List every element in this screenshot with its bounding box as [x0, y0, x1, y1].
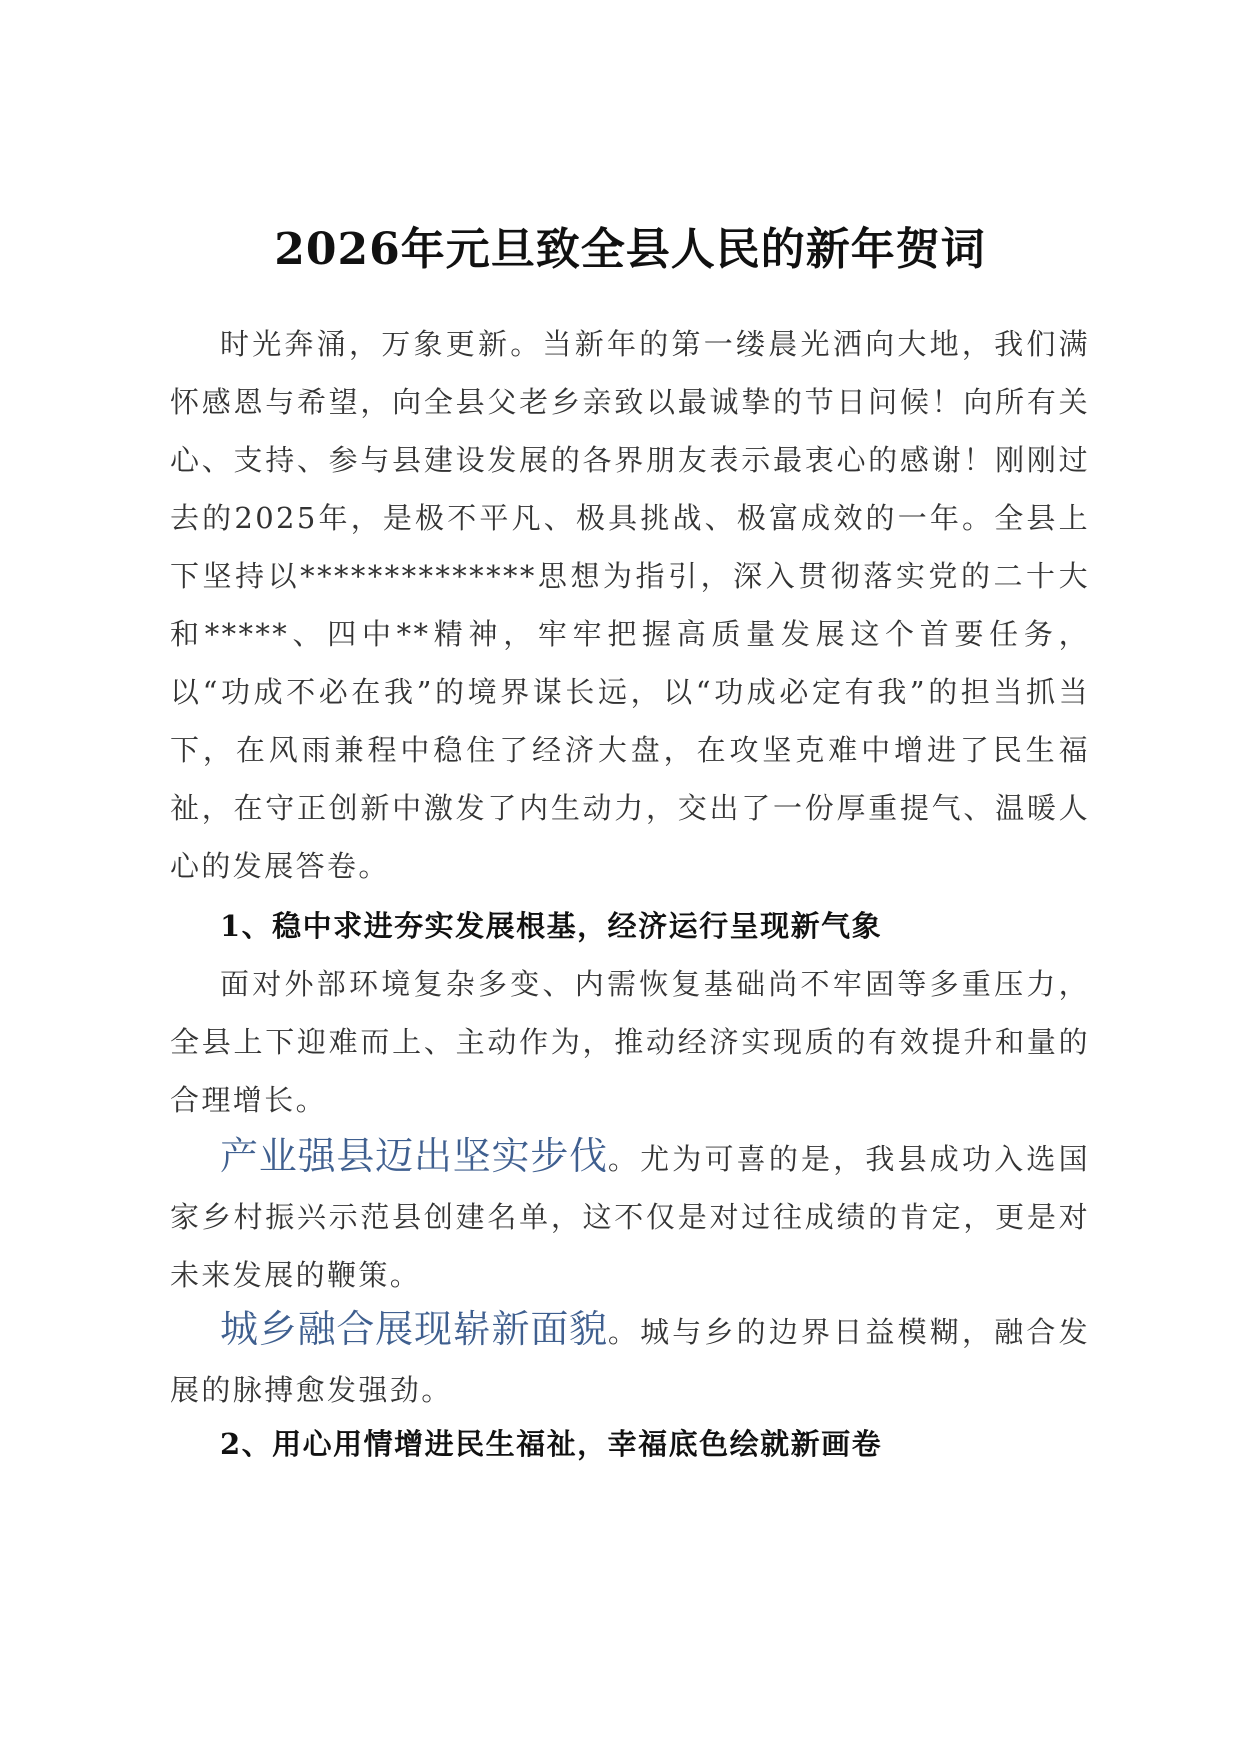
subsection-1-lead: 产业强县迈出坚实步伐 — [220, 1134, 608, 1178]
document-title: 2026年元旦致全县人民的新年贺词 — [274, 224, 986, 275]
section-1-paragraph: 面对外部环境复杂多变、内需恢复基础尚不牢固等多重压力，全县上下迎难而上、主动作为，推动经济实现质的有效提升和量的合理增长。 — [170, 967, 1090, 1117]
subsection-2-text: 。城与乡的边界日益模糊，融合发展的脉搏愈发强劲。 — [170, 1315, 1090, 1407]
section-2-heading: 2、用心用情增进民生福祉，幸福底色绘就新画卷 — [220, 1427, 883, 1461]
section-1-heading: 1、稳中求进夯实发展根基，经济运行呈现新气象 — [220, 909, 883, 943]
subsection-2-paragraph — [170, 1300, 1090, 1419]
intro-paragraph: 时光奔涌，万象更新。当新年的第一缕晨光洒向大地，我们满怀感恩与希望，向全县父老乡亲致以最诚挚的节日问候！向所有关心、支持、参与县建设发展的各界朋友表示最衷心的感谢！刚刚过去的2025年，是极不平凡、极具挑战、极富成效的一年。全县上下坚持以**************思想为指引，深入贯彻落实党的二十大和*****、四中**精神，牢牢把握高质量发展这个首要任务，以“功成不必在我”的境界谋长远，以“功成必定有我”的担当抓当下，在风雨兼程中稳住了经济大盘，在攻坚克难中增进了民生福祉，在守正创新中激发了内生动力，交出了一份厚重提气、温暖人心的发展答卷。 — [170, 327, 1090, 883]
subsection-1-text: 。尤为可喜的是，我县成功入选国家乡村振兴示范县创建名单，这不仅是对过往成绩的肯定，更是对未来发展的鞭策。 — [170, 1142, 1090, 1292]
subsection-1-paragraph — [170, 1127, 1090, 1304]
subsection-2-lead: 城乡融合展现崭新面貌 — [220, 1307, 608, 1351]
